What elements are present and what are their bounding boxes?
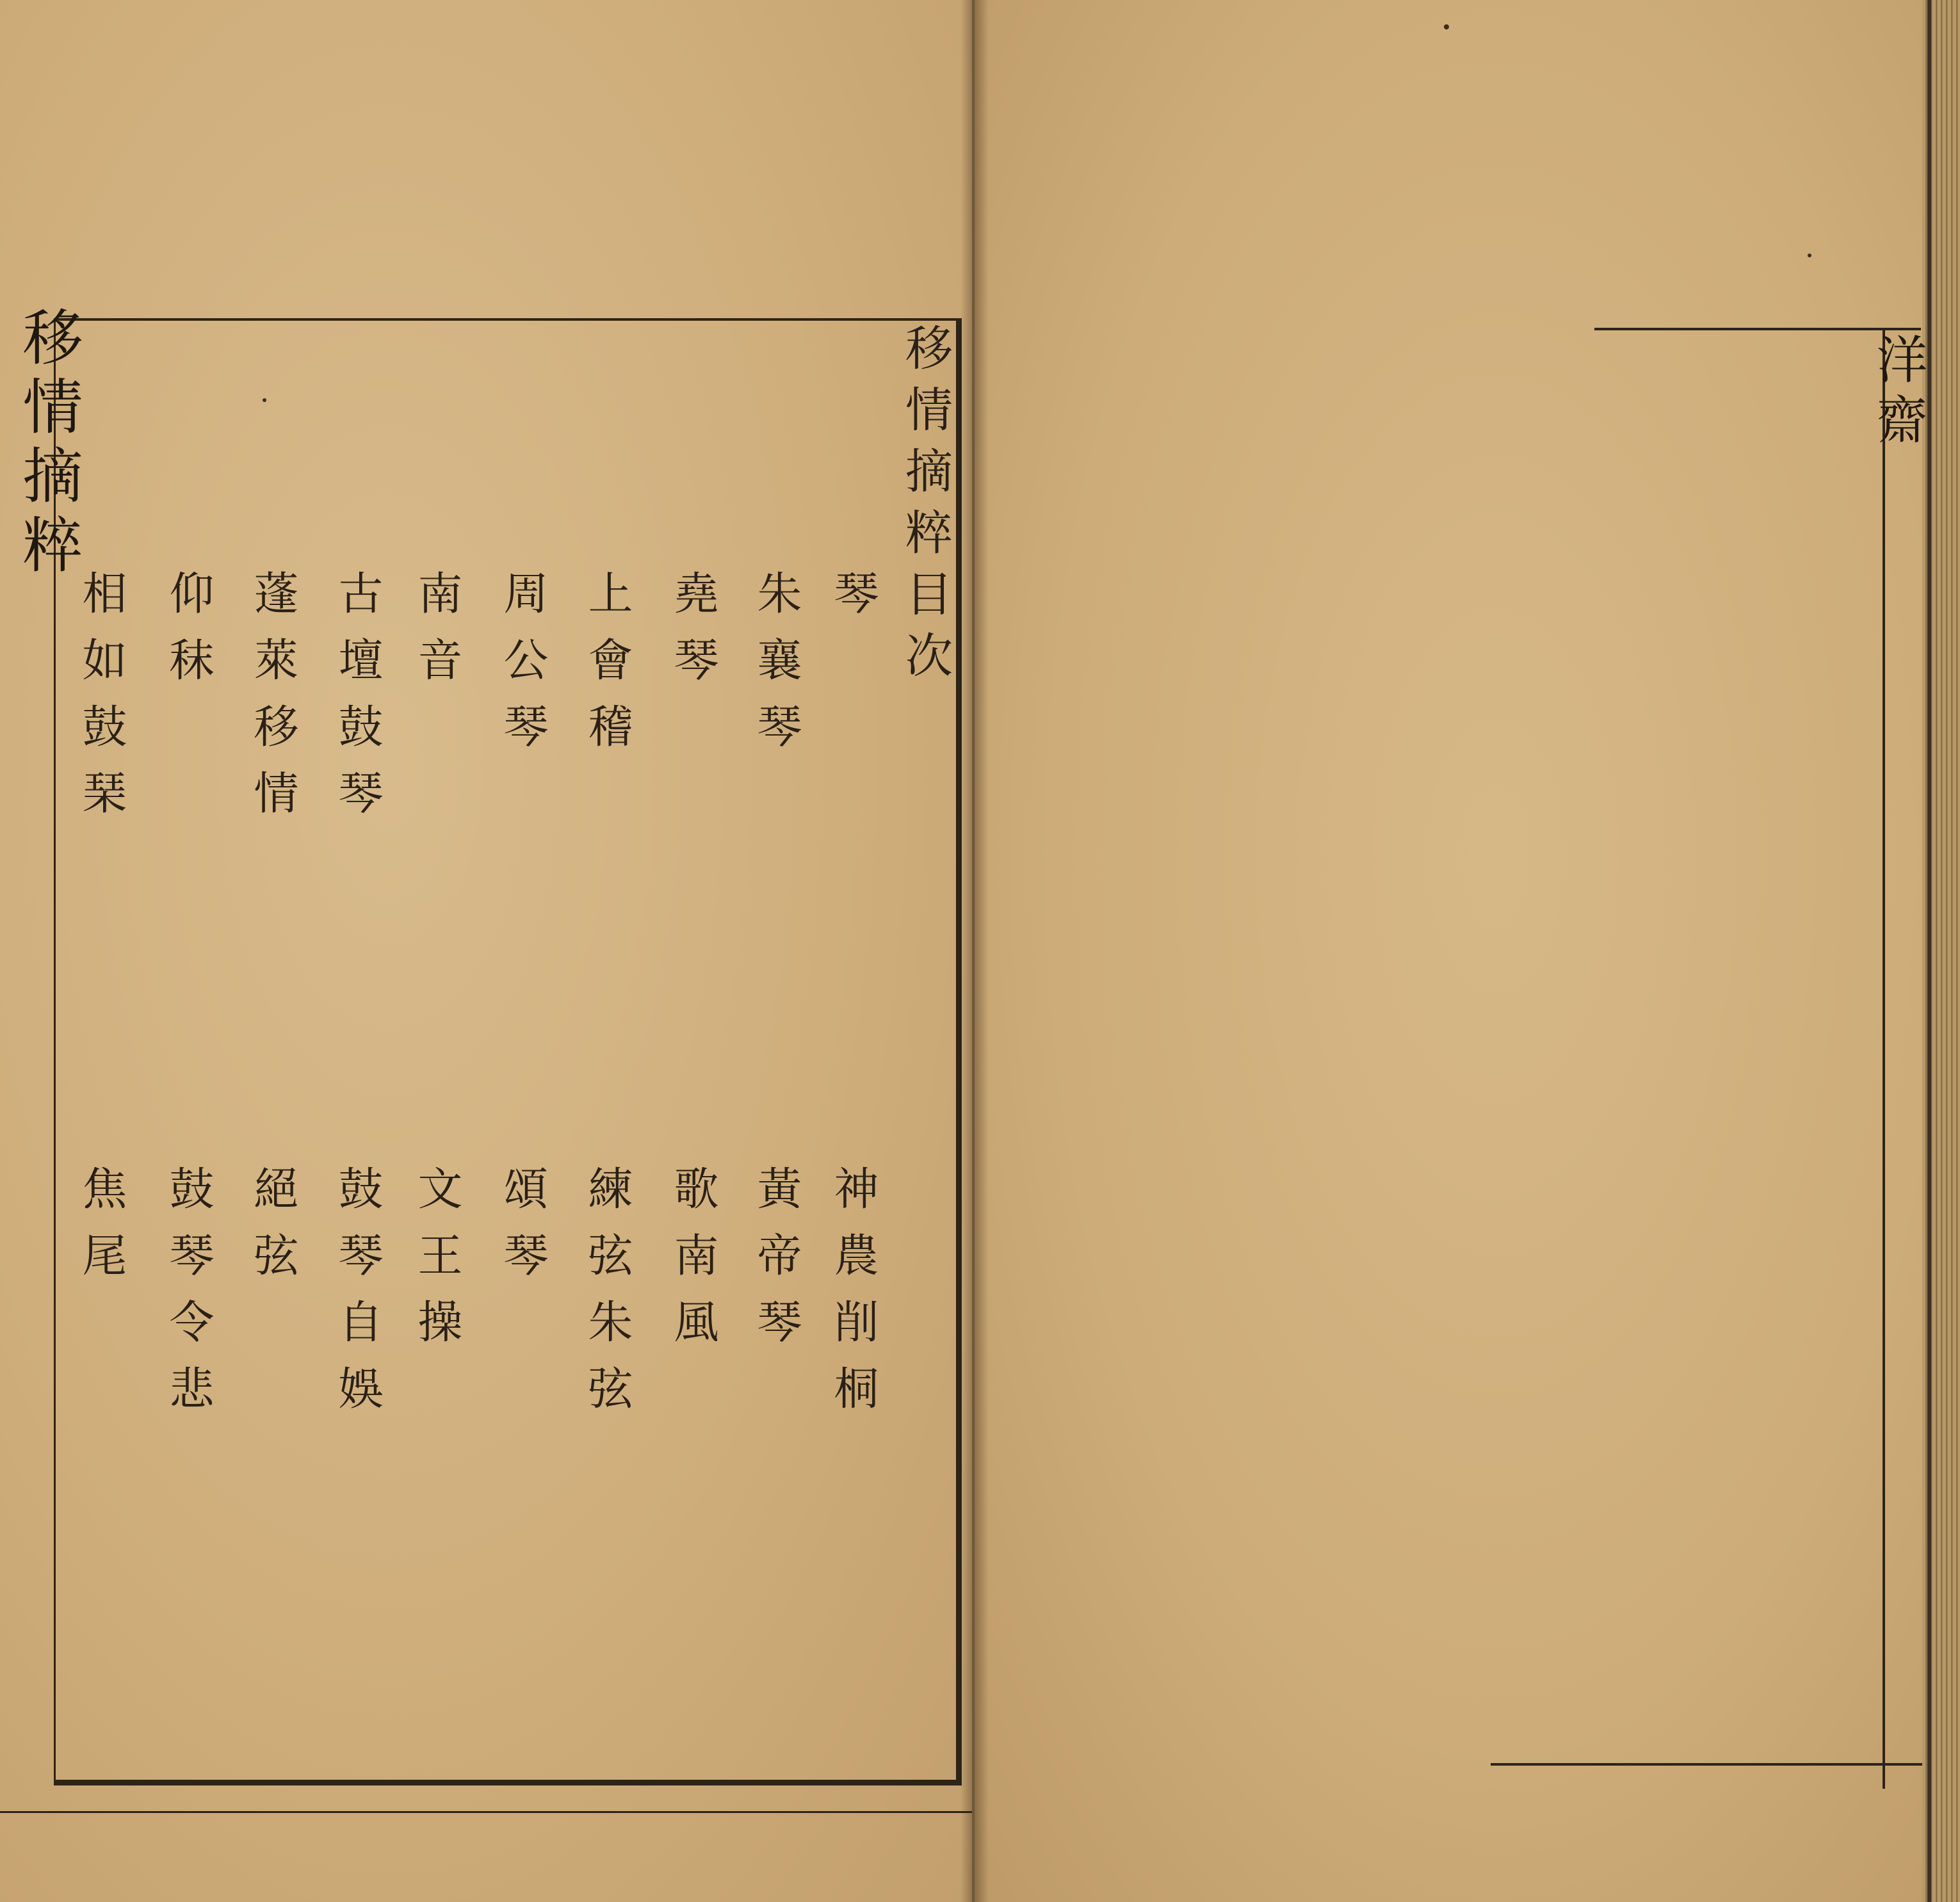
toc-entry: 絕弦 bbox=[247, 1165, 299, 1298]
right-frame-top-rule bbox=[1594, 328, 1921, 330]
toc-entry: 相如鼓琹 bbox=[75, 570, 127, 836]
toc-title: 移情摘粹目次 bbox=[898, 323, 953, 692]
toc-entry: 歌南風 bbox=[667, 1165, 719, 1365]
margin-book-title: 移情摘粹 bbox=[12, 306, 82, 583]
toc-entry: 古壇鼓琴 bbox=[331, 570, 384, 836]
toc-entry: 頌琴 bbox=[496, 1165, 549, 1298]
right-page-edge-text: 洋齋 bbox=[1868, 333, 1927, 453]
paper-speck bbox=[1808, 254, 1811, 257]
toc-entry: 焦尾 bbox=[75, 1165, 127, 1298]
right-page-frame bbox=[975, 0, 1922, 1902]
toc-entry: 上會稽 bbox=[581, 570, 633, 770]
toc-entry: 練弦朱弦 bbox=[581, 1165, 633, 1431]
toc-entry: 黃帝琴 bbox=[750, 1165, 802, 1365]
right-frame-side-rule bbox=[1883, 328, 1885, 1789]
toc-entry: 蓬萊移情 bbox=[247, 570, 299, 836]
toc-entry: 鼓琴自娛 bbox=[331, 1165, 384, 1431]
toc-entry: 堯琴 bbox=[667, 570, 719, 703]
toc-entry: 文王操 bbox=[410, 1165, 463, 1365]
toc-entry: 周公琴 bbox=[496, 570, 549, 770]
left-page-text-frame bbox=[54, 318, 962, 1785]
paper-speck bbox=[263, 398, 266, 402]
left-page-bottom-rule bbox=[0, 1811, 972, 1813]
toc-entry: 南音 bbox=[410, 570, 463, 703]
toc-entry: 神農削桐 bbox=[827, 1165, 879, 1431]
page-edge-shadow bbox=[1927, 0, 1931, 1902]
toc-entry: 朱襄琴 bbox=[750, 570, 802, 770]
toc-entry: 仰秣 bbox=[162, 570, 215, 703]
toc-entry: 鼓琴令悲 bbox=[162, 1165, 215, 1431]
paper-speck bbox=[1444, 24, 1449, 29]
toc-entry: 琴 bbox=[827, 570, 879, 636]
right-frame-bottom-rule bbox=[1491, 1763, 1922, 1766]
